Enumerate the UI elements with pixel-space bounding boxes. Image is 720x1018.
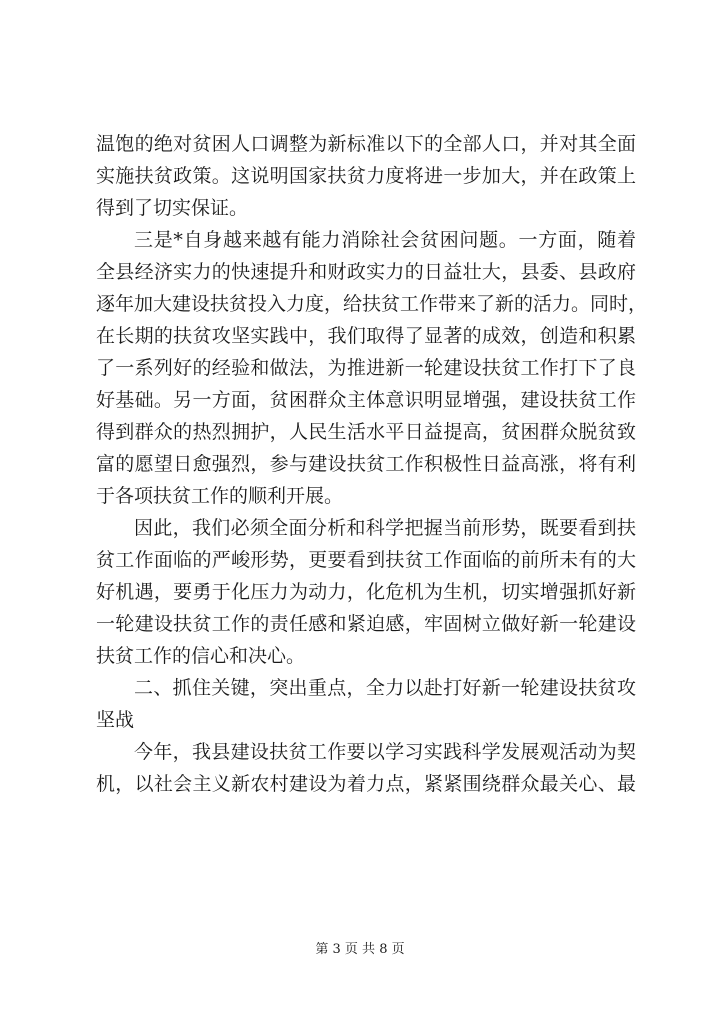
body-text <box>96 128 648 800</box>
page-number-footer: 第 3 页 共 8 页 <box>315 942 405 957</box>
text-line: 于各项扶贫工作的顺利开展。 <box>96 485 344 507</box>
text-line: 好机遇，要勇于化压力为动力，化危机为生机，切实增强抓好新 <box>96 581 636 603</box>
text-line: 因此，我们必须全面分析和科学把握当前形势，既要看到扶 <box>134 517 636 539</box>
text-line: 一轮建设扶贫工作的责任感和紧迫感，牢固树立做好新一轮建设 <box>96 613 636 635</box>
text-line: 贫工作面临的严峻形势，更要看到扶贫工作面临的前所未有的大 <box>96 549 636 571</box>
heading-line: 二、抓住关键，突出重点，全力以赴打好新一轮建设扶贫攻 <box>134 677 636 699</box>
text-line: 扶贫工作的信心和决心。 <box>96 645 306 667</box>
text-line: 逐年加大建设扶贫投入力度，给扶贫工作带来了新的活力。同时， <box>96 293 648 315</box>
text-line: 了一系列好的经验和做法，为推进新一轮建设扶贫工作打下了良 <box>96 357 636 379</box>
section-heading <box>96 672 636 736</box>
text-line: 得到群众的热烈拥护，人民生活水平日益提高，贫困群众脱贫致 <box>96 421 636 443</box>
text-line: 三是*自身越来越有能力消除社会贫困问题。一方面，随着 <box>134 229 636 251</box>
text-line: 全县经济实力的快速提升和财政实力的日益壮大，县委、县政府 <box>96 261 636 283</box>
text-line: 富的愿望日愈强烈，参与建设扶贫工作积极性日益高涨，将有利 <box>96 453 636 475</box>
text-line: 今年，我县建设扶贫工作要以学习实践科学发展观活动为契 <box>134 741 636 763</box>
text-line: 在长期的扶贫攻坚实践中，我们取得了显著的成效，创造和积累 <box>96 325 636 347</box>
paragraph-continuation <box>96 128 636 224</box>
text-line: 好基础。另一方面，贫困群众主体意识明显增强，建设扶贫工作 <box>96 389 636 411</box>
paragraph-third-point <box>96 224 648 512</box>
paragraph-conclusion <box>96 512 636 672</box>
text-line: 得到了切实保证。 <box>96 197 249 219</box>
paragraph-this-year <box>96 736 636 800</box>
text-line: 实施扶贫政策。这说明国家扶贫力度将进一步加大，并在政策上 <box>96 165 636 187</box>
text-line: 温饱的绝对贫困人口调整为新标准以下的全部人口，并对其全面 <box>96 133 636 155</box>
text-line: 机，以社会主义新农村建设为着力点，紧紧围绕群众最关心、最 <box>96 773 636 795</box>
heading-line: 坚战 <box>96 709 135 731</box>
